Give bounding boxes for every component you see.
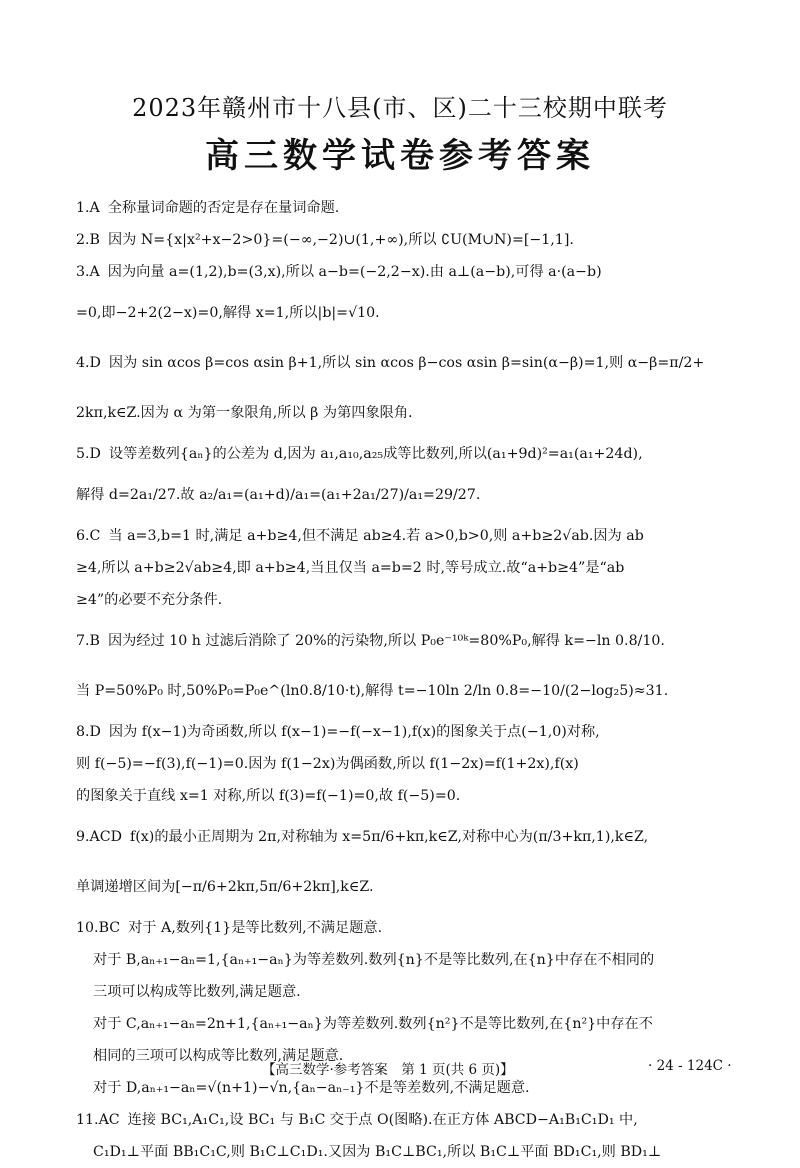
answer-line: 当 a=3,b=1 时,满足 a+b≥4,但不满足 ab≥4.若 a>0,b>0,则 a+b≥2√ab.因为 ab [108,528,644,544]
answer-item-2 [76,224,726,256]
answer-line: 因为 f(x−1)为奇函数,所以 f(x−1)=−f(−x−1),f(x)的图象关于点(−1,0)对称, [108,724,600,740]
answer-item-4 [76,338,726,438]
answer-item-5 [76,438,726,520]
answer-line: 相同的三项可以构成等比数列,满足题意. [93,1048,344,1064]
answer-number: 11.AC [76,1112,120,1128]
answer-number: 2.B [76,232,100,248]
exam-title: 2023年赣州市十八县(市、区)二十三校期中联考 [132,94,668,122]
answer-line: ≥4,所以 a+b≥2√ab≥4,即 a+b≥4,当且仅当 a=b=2 时,等号成立.故“a+b≥4”是“ab [76,560,625,576]
answer-line: 2kπ,k∈Z.因为 α 为第一象限角,所以 β 为第四象限角. [76,405,413,421]
answer-line: f(x)的最小正周期为 2π,对称轴为 x=5π/6+kπ,k∈Z,对称中心为(π/3+kπ,1),k∈Z, [130,829,649,845]
answer-item-11 [76,1104,726,1168]
answer-item-1 [76,192,726,224]
answer-item-7 [76,616,726,716]
answer-line: 解得 d=2a₁/27.故 a₂/a₁=(a₁+d)/a₁=(a₁+2a₁/27)/a₁=29/27. [76,487,481,503]
answer-line: 的图象关于直线 x=1 对称,所以 f(3)=f(−1)=0,故 f(−5)=0. [76,788,461,804]
answer-list [76,192,726,1168]
answer-line: =0,即−2+2(2−x)=0,解得 x=1,所以|b|=√10. [76,305,380,321]
answer-line: 当 P=50%P₀ 时,50%P₀=P₀e^(ln0.8/10·t),解得 t=−10ln 2/ln 0.8=−10/(2−log₂5)≈31. [76,683,669,699]
answer-line: C₁D₁⊥平面 BB₁C₁C,则 B₁C⊥C₁D₁.又因为 B₁C⊥BC₁,所以 B₁C⊥平面 BD₁C₁,则 BD₁⊥ [93,1144,662,1160]
answer-line: 则 f(−5)=−f(3),f(−1)=0.因为 f(1−2x)为偶函数,所以 f(1−2x)=f(1+2x),f(x) [76,756,579,772]
answer-number: 3.A [76,264,100,280]
answer-line: 因为 N={x|x²+x−2>0}=(−∞,−2)∪(1,+∞),所以 ∁U(M∪N)=[−1,1]. [107,232,574,248]
answer-number: 8.D [76,724,101,740]
answer-line: 对于 A,数列{1}是等比数列,不满足题意. [128,920,383,936]
page-title: 高三数学试卷参考答案 [205,136,595,176]
answer-line: 三项可以构成等比数列,满足题意. [93,984,301,1000]
answer-number: 5.D [76,446,101,462]
answer-line: 全称量词命题的否定是存在量词命题. [107,200,340,216]
answer-number: 9.ACD [76,829,123,845]
footer-code: · 24 - 124C · [648,1058,732,1074]
answer-number: 1.A [76,200,100,216]
answer-line: 因为经过 10 h 过滤后消除了 20%的污染物,所以 P₀e⁻¹⁰ᵏ=80%P₀,解得 k=−ln 0.8/10. [107,633,665,649]
answer-line: 因为向量 a=(1,2),b=(3,x),所以 a−b=(−2,2−x).由 a⊥(a−b),可得 a·(a−b) [107,264,602,280]
answer-line: 因为 sin αcos β=cos αsin β+1,所以 sin αcos β−cos αsin β=sin(α−β)=1,则 α−β=π/2+ [108,355,705,371]
answer-line: 对于 B,aₙ₊₁−aₙ=1,{aₙ₊₁−aₙ}为等差数列.数列{n}不是等比数列,在{n}中存在不相同的 [93,952,655,968]
answer-number: 7.B [76,633,100,649]
answer-line: ≥4”的必要不充分条件. [76,592,223,608]
answer-number: 6.C [76,528,101,544]
answer-line: 设等差数列{aₙ}的公差为 d,因为 a₁,a₁₀,a₂₅成等比数列,所以(a₁+9d)²=a₁(a₁+24d), [108,446,643,462]
answer-number: 10.BC [76,920,121,936]
answer-line: 连接 BC₁,A₁C₁,设 BC₁ 与 B₁C 交于点 O(图略).在正方体 ABCD−A₁B₁C₁D₁ 中, [127,1112,638,1128]
answer-line: 对于 C,aₙ₊₁−aₙ=2n+1,{aₙ₊₁−aₙ}为等差数列.数列{n²}不是等比数列,在{n²}中存在不 [93,1016,653,1032]
answer-item-6 [76,520,726,616]
answer-item-9 [76,812,726,912]
answer-number: 4.D [76,355,101,371]
answer-item-8 [76,716,726,812]
answer-item-3 [76,256,726,338]
answer-line: 单调递增区间为[−π/6+2kπ,5π/6+2kπ],k∈Z. [76,879,374,895]
answer-line: 对于 D,aₙ₊₁−aₙ=√(n+1)−√n,{aₙ−aₙ₋₁}不是等差数列,不满足题意. [93,1080,530,1096]
footer-page-info: 【高三数学·参考答案 第 1 页(共 6 页)】 [262,1062,514,1078]
